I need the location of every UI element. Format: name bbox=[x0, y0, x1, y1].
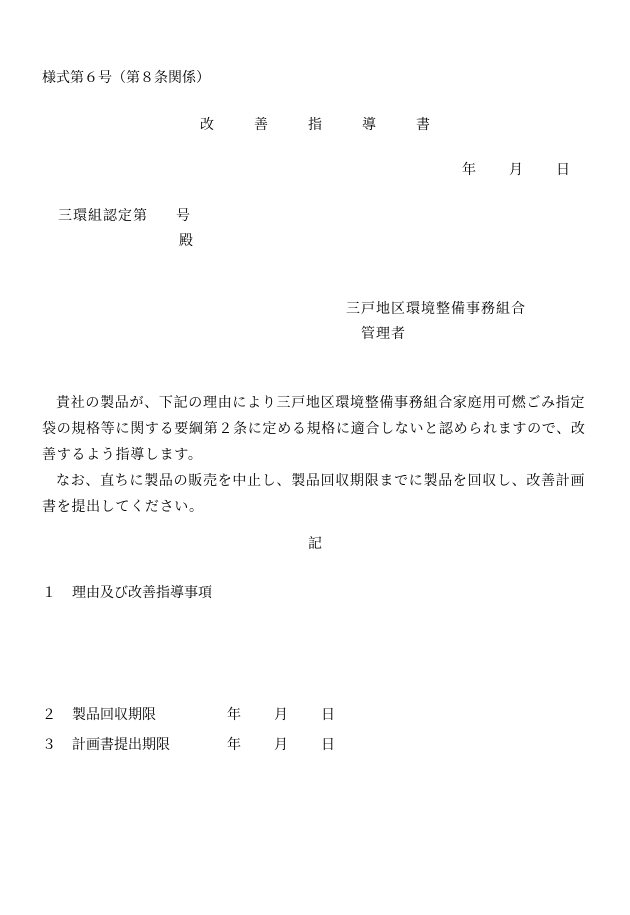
item-plan-deadline bbox=[42, 738, 368, 752]
document-title bbox=[200, 118, 430, 132]
issuer-role: 管理者 bbox=[361, 326, 406, 342]
month-label: 月 bbox=[274, 737, 288, 753]
year-label: 年 bbox=[227, 737, 241, 753]
title-char: 善 bbox=[254, 117, 268, 133]
title-char: 指 bbox=[308, 117, 322, 133]
day-label: 日 bbox=[321, 707, 335, 723]
addressee-honorific: 殿 bbox=[179, 233, 193, 249]
ki-heading: 記 bbox=[308, 536, 322, 552]
item-recall-deadline bbox=[42, 708, 368, 722]
year-label: 年 bbox=[227, 707, 241, 723]
item-reason bbox=[42, 586, 212, 600]
item-number: １ bbox=[42, 585, 56, 601]
title-char: 導 bbox=[362, 117, 376, 133]
item-label: 計画書提出期限 bbox=[72, 737, 170, 753]
day-label: 日 bbox=[321, 737, 335, 753]
date-month-label: 月 bbox=[509, 162, 523, 178]
date-day-label: 日 bbox=[556, 162, 570, 178]
certification-suffix: 号 bbox=[176, 208, 191, 224]
item-number: ２ bbox=[42, 707, 56, 723]
issuer-organization: 三戸地区環境整備事務組合 bbox=[346, 301, 526, 317]
certification-prefix: 三環組認定第 bbox=[58, 208, 148, 224]
item-label: 製品回収期限 bbox=[72, 707, 156, 723]
item-label: 理由及び改善指導事項 bbox=[72, 585, 212, 601]
title-char: 改 bbox=[200, 117, 214, 133]
month-label: 月 bbox=[274, 707, 288, 723]
body-paragraph: 貴社の製品が、下記の理由により三戸地区環境整備事務組合家庭用可燃ごみ指定袋の規格等に関する要綱第２条に定める規格に適合しないと認められますので、改善するよう指導します。 bbox=[42, 395, 586, 463]
issue-date bbox=[462, 163, 570, 177]
body-paragraph: なお、直ちに製品の販売を中止し、製品回収期限までに製品を回収し、改善計画書を提出してください。 bbox=[42, 473, 586, 515]
title-char: 書 bbox=[416, 117, 430, 133]
certification-number bbox=[58, 209, 191, 223]
body-text bbox=[42, 390, 590, 520]
date-year-label: 年 bbox=[462, 162, 476, 178]
item-number: ３ bbox=[42, 737, 56, 753]
form-number: 様式第６号（第８条関係） bbox=[42, 70, 210, 86]
